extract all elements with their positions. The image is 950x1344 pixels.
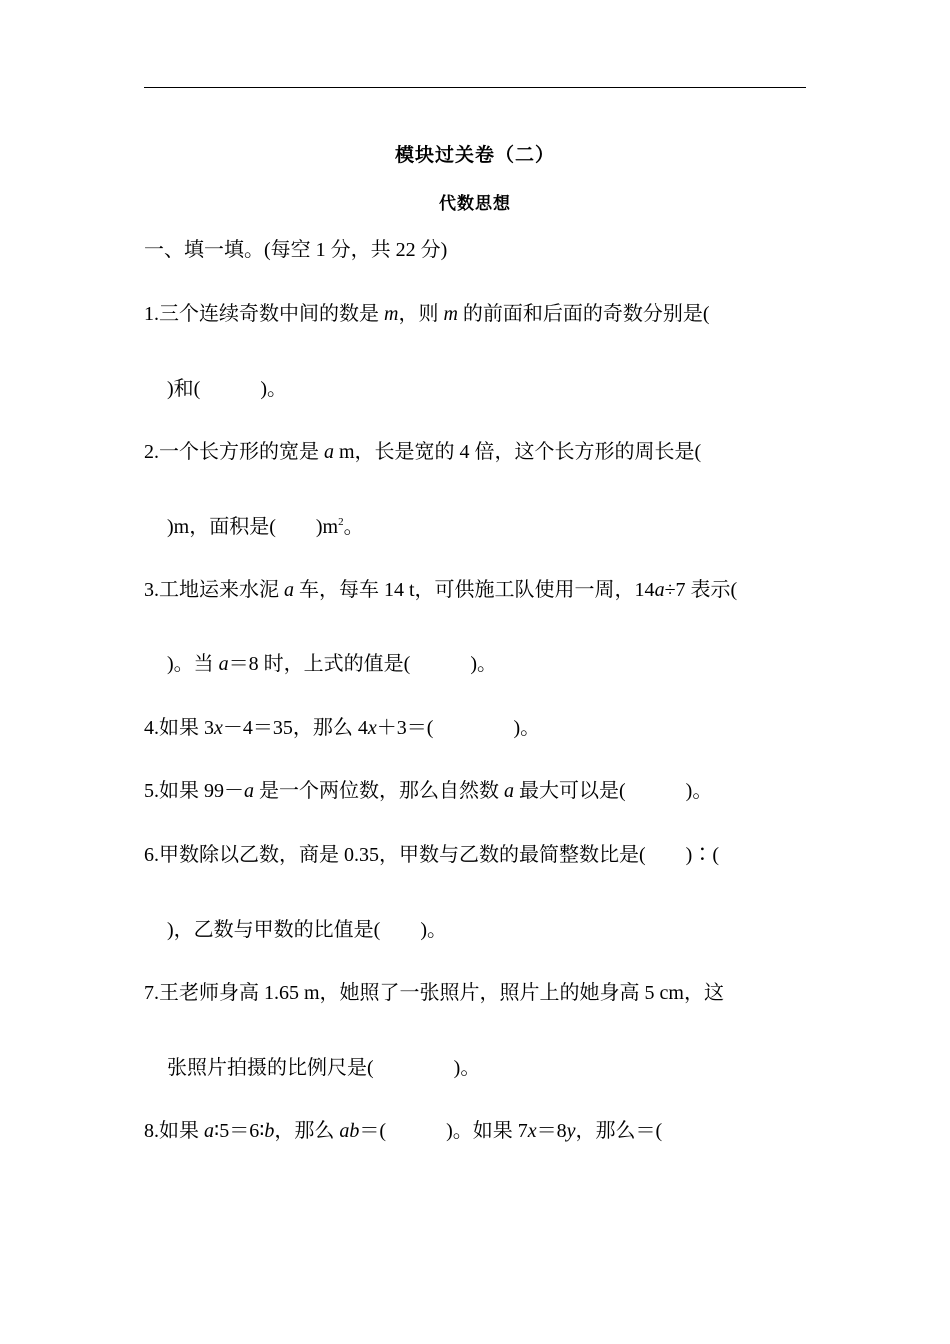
question-6-line-2: )，乙数与甲数的比值是( )。 bbox=[167, 919, 447, 941]
question-7-line-2: 张照片拍摄的比例尺是( )。 bbox=[167, 1057, 481, 1079]
page-subtitle: 代数思想 bbox=[439, 194, 511, 214]
section-heading: 一、填一填。(每空 1 分，共 22 分) bbox=[144, 239, 448, 261]
page-title: 模块过关卷（二） bbox=[394, 144, 555, 166]
question-2-line-1: 2.一个长方形的宽是 a m，长是宽的 4 倍，这个长方形的周长是( bbox=[144, 441, 702, 463]
question-8: 8.如果 a∶5＝6∶b，那么 ab＝( )。如果 7x＝8y，那么＝( bbox=[144, 1120, 663, 1142]
question-3-line-1: 3.工地运来水泥 a 车，每车 14 t，可供施工队使用一周，14a÷7 表示( bbox=[144, 579, 738, 601]
question-1-line-2: )和( )。 bbox=[167, 378, 287, 400]
question-7-line-1: 7.王老师身高 1.65 m，她照了一张照片，照片上的她身高 5 cm，这 bbox=[144, 982, 724, 1004]
question-6-line-1: 6.甲数除以乙数，商是 0.35，甲数与乙数的最简整数比是( )∶( bbox=[144, 844, 719, 866]
question-3-line-2: )。当 a＝8 时，上式的值是( )。 bbox=[167, 653, 497, 675]
question-2-line-2: )m，面积是( )$m^2$。 bbox=[167, 516, 364, 538]
question-4: 4.如果 3x－4＝35，那么 4x＋3＝( )。 bbox=[144, 717, 541, 739]
question-1-line-1: 1.三个连续奇数中间的数是 m，则 m 的前面和后面的奇数分别是( bbox=[144, 303, 710, 325]
question-5: 5.如果 99－a 是一个两位数，那么自然数 a 最大可以是( )。 bbox=[144, 780, 713, 802]
header-rule bbox=[144, 87, 806, 88]
